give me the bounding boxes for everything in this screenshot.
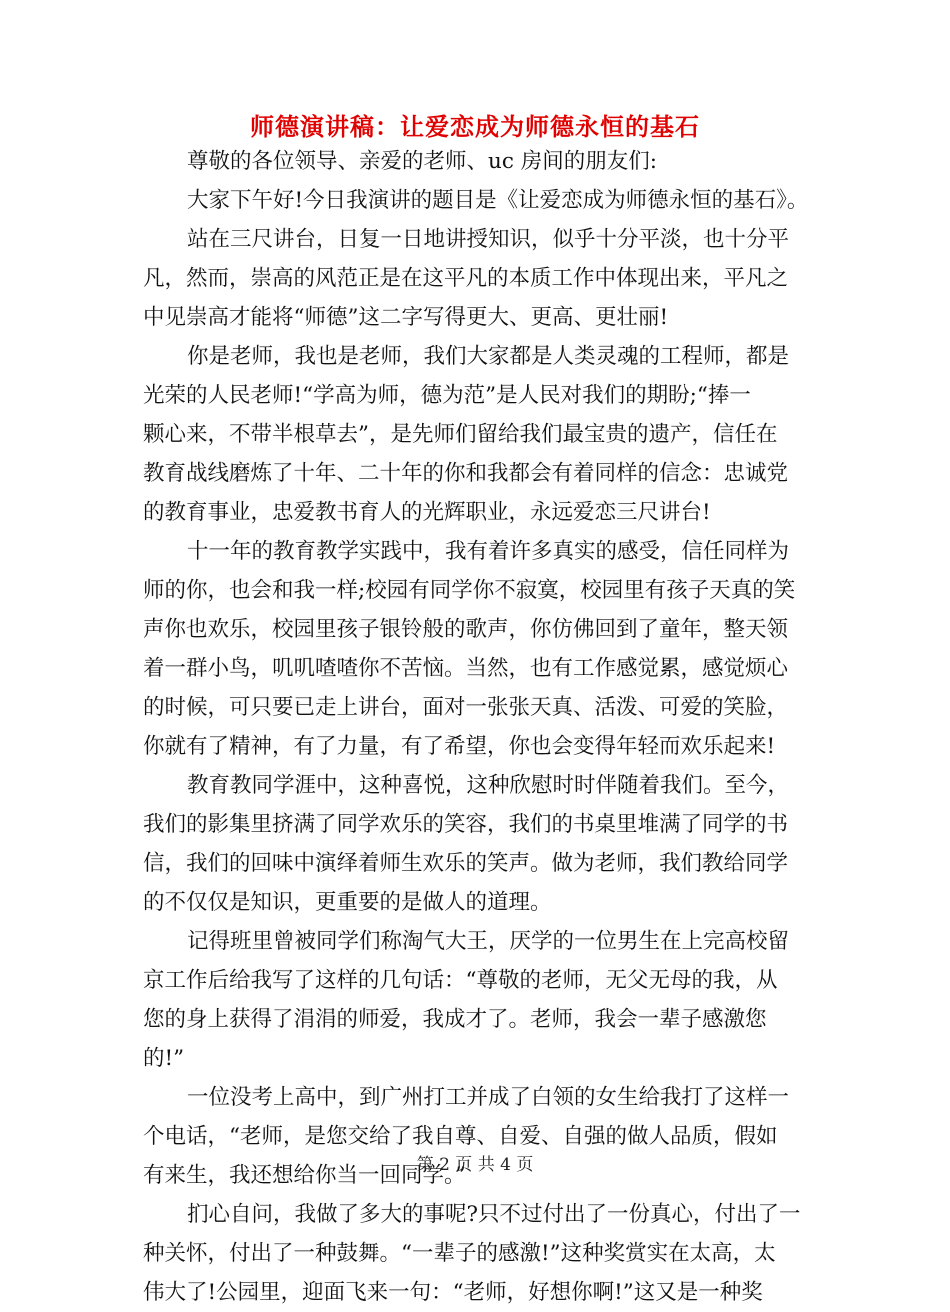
text-line-17: 教育教同学涯中，这种喜悦，这种欣慰时时伴随着我们。至今， bbox=[187, 773, 790, 798]
text-line-28: 扪心自问，我做了多大的事呢?只不过付出了一份真心，付出了一 bbox=[187, 1202, 801, 1227]
text-line-7: 光荣的人民老师!“学高为师，德为范”是人民对我们的期盼;“捧一 bbox=[143, 383, 751, 408]
text-line-3: 站在三尺讲台，日复一日地讲授知识，似乎十分平淡，也十分平 bbox=[187, 227, 790, 252]
text-line-9: 教育战线磨炼了十年、二十年的你和我都会有着同样的信念：忠诚党 bbox=[143, 461, 789, 486]
text-line-29: 种关怀，付出了一种鼓舞。“一辈子的感激!”这种奖赏实在太高，太 bbox=[143, 1241, 776, 1266]
document-title: 师德演讲稿：让爱恋成为师德永恒的基石 bbox=[250, 113, 700, 141]
text-line-10: 的教育事业，忠爱教书育人的光辉职业，永远爱恋三尺讲台! bbox=[143, 500, 711, 525]
text-line-16: 你就有了精神，有了力量，有了希望，你也会变得年轻而欢乐起来! bbox=[143, 734, 776, 759]
text-line-30: 伟大了!公园里，迎面飞来一句：“老师，好想你啊!”这又是一种奖 bbox=[143, 1280, 763, 1305]
text-line-1: 尊敬的各位领导、亲爱的老师、uc 房间的朋友们: bbox=[187, 149, 657, 174]
text-line-20: 的不仅仅是知识，更重要的是做人的道理。 bbox=[143, 890, 552, 915]
text-line-22: 京工作后给我写了这样的几句话：“尊敬的老师，无父无母的我，从 bbox=[143, 968, 778, 993]
text-line-15: 的时候，可只要已走上讲台，面对一张张天真、活泼、可爱的笑脸， bbox=[143, 695, 789, 720]
document-body bbox=[143, 142, 813, 1312]
text-line-5: 中见崇高才能将“师德”这二字写得更大、更高、更壮丽! bbox=[143, 305, 669, 330]
text-line-24: 的!” bbox=[143, 1046, 185, 1071]
text-line-11: 十一年的教育教学实践中，我有着许多真实的感受，信任同样为 bbox=[187, 539, 790, 564]
text-line-13: 声你也欢乐，校园里孩子银铃般的歌声，你仿佛回到了童年，整天领 bbox=[143, 617, 789, 642]
text-line-2: 大家下午好!今日我演讲的题目是《让爱恋成为师德永恒的基石》。 bbox=[187, 188, 809, 213]
text-line-19: 信，我们的回味中演绎着师生欢乐的笑声。做为老师，我们教给同学 bbox=[143, 851, 789, 876]
text-line-6: 你是老师，我也是老师，我们大家都是人类灵魂的工程师，都是 bbox=[187, 344, 790, 369]
text-line-18: 我们的影集里挤满了同学欢乐的笑容，我们的书桌里堆满了同学的书 bbox=[143, 812, 789, 837]
text-line-23: 您的身上获得了涓涓的师爱，我成才了。老师，我会一辈子感激您 bbox=[143, 1007, 767, 1032]
page-footer: 第 2 页 共 4 页 bbox=[416, 1155, 534, 1175]
text-line-27: 有来生，我还想给你当一回同学。” bbox=[143, 1163, 466, 1188]
text-line-12: 师的你，也会和我一样;校园有同学你不寂寞，校园里有孩子天真的笑 bbox=[143, 578, 796, 603]
text-line-14: 着一群小鸟，叽叽喳喳你不苦恼。当然，也有工作感觉累，感觉烦心 bbox=[143, 656, 789, 681]
text-line-25: 一位没考上高中，到广州打工并成了白领的女生给我打了这样一 bbox=[187, 1085, 790, 1110]
text-line-8: 颗心来，不带半根草去”，是先师们留给我们最宝贵的遗产，信任在 bbox=[143, 422, 778, 447]
text-line-26: 个电话，“老师，是您交给了我自尊、自爱、自强的做人品质，假如 bbox=[143, 1124, 778, 1149]
text-line-21: 记得班里曾被同学们称淘气大王，厌学的一位男生在上完高校留 bbox=[187, 929, 790, 954]
text-line-4: 凡，然而，崇高的风范正是在这平凡的本质工作中体现出来，平凡之 bbox=[143, 266, 789, 291]
